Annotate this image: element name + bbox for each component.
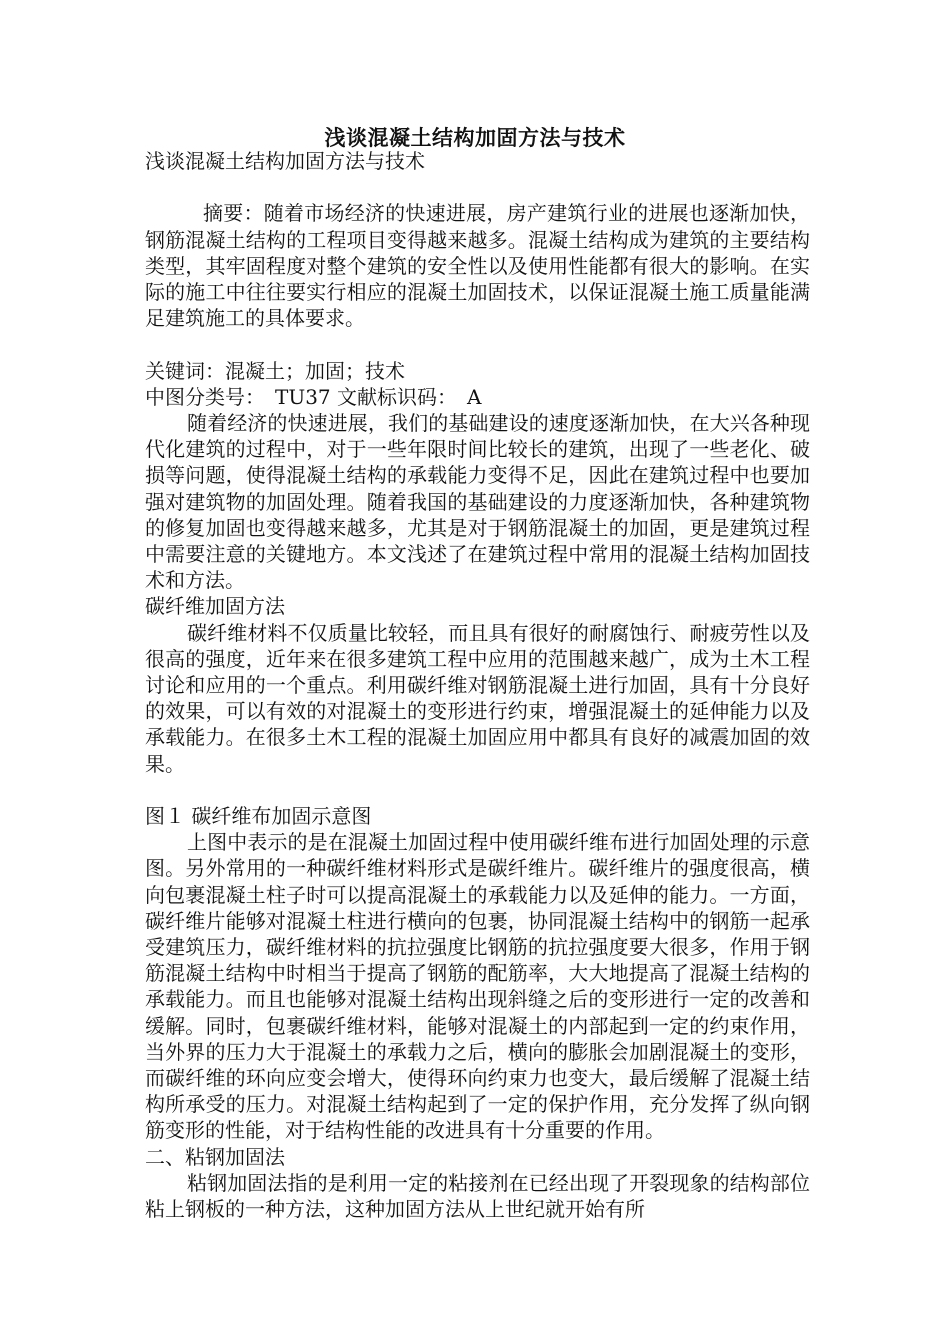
section-heading-carbon: 碳纤维加固方法 [145, 594, 285, 619]
document-subtitle: 浅谈混凝土结构加固方法与技术 [145, 149, 425, 173]
carbon-paragraph-2: 上图中表示的是在混凝土加固过程中使用碳纤维布进行加固处理的示意图。另外常用的一种碳纤维材料形式是碳纤维片。碳纤维片的强度很高，横向包裹混凝土柱子时可以提高混凝土的承载能力以及延伸的能力。一方面，碳纤维片能够对混凝土柱进行横向的包裹，协同混凝土结构中的钢筋一起承受建筑压力，碳纤维材料的抗拉强度比钢筋的抗拉强度要大很多，作用于钢筋混凝土结构中时相当于提高了钢筋的配筋率，大大地提高了混凝土结构的承载能力。而且也能够对混凝土结构出现斜缝之后的变形进行一定的改善和缓解。同时，包裹碳纤维材料，能够对混凝土的内部起到一定的约束作用，当外界的压力大于混凝土的承载力之后，横向的膨胀会加剧混凝土的变形，而碳纤维的环向应变会增大，使得环向约束力也变大，最后缓解了混凝土结构所承受的压力。对混凝土结构起到了一定的保护作用，充分发挥了纵向钢筋变形的性能，对于结构性能的改进具有十分重要的作用。 [145, 830, 810, 1143]
section-heading-steel: 二、粘钢加固法 [145, 1144, 285, 1169]
document-title: 浅谈混凝土结构加固方法与技术 [324, 125, 626, 150]
blank-line [145, 331, 810, 357]
blank-line [145, 777, 810, 803]
keywords-line: 关键词：混凝土；加固；技术 [145, 358, 405, 383]
steel-paragraph-1: 粘钢加固法指的是利用一定的粘接剂在已经出现了开裂现象的结构部位粘上钢板的一种方法，这种加固方法从上世纪就开始有所 [145, 1170, 810, 1222]
abstract-paragraph: 摘要：随着市场经济的快速进展，房产建筑行业的进展也逐渐加快，钢筋混凝土结构的工程项目变得越来越多。混凝土结构成为建筑的主要结构类型，其牢固程度对整个建筑的安全性以及使用性能都有很大的影响。在实际的施工中往往要实行相应的混凝土加固技术，以保证混凝土施工质量能满足建筑施工的具体要求。 [145, 201, 810, 331]
document-body [145, 148, 810, 1222]
blank-line [145, 174, 810, 200]
carbon-paragraph-1: 碳纤维材料不仅质量比较轻，而且具有很好的耐腐蚀行、耐疲劳性以及很高的强度，近年来在很多建筑工程中应用的范围越来越广，成为土木工程讨论和应用的一个重点。利用碳纤维对钢筋混凝土进行加固，具有十分良好的效果，可以有效的对混凝土的变形进行约束，增强混凝土的延伸能力以及承载能力。在很多土木工程的混凝土加固应用中都具有良好的减震加固的效果。 [145, 620, 810, 776]
intro-paragraph: 随着经济的快速进展，我们的基础建设的速度逐渐加快，在大兴各种现代化建筑的过程中，对于一些年限时间比较长的建筑，出现了一些老化、破损等问题，使得混凝土结构的承载能力变得不足，因此在建筑过程中也要加强对建筑物的加固处理。随着我国的基础建设的力度逐渐加快，各种建筑物的修复加固也变得越来越多，尤其是对于钢筋混凝土的加固，更是建筑过程中需要注意的关键地方。本文浅述了在建筑过程中常用的混凝土结构加固技术和方法。 [145, 411, 810, 593]
figure-caption: 图１ 碳纤维布加固示意图 [145, 804, 372, 829]
classification-line: 中图分类号： TU37 文献标识码： A [145, 384, 482, 409]
